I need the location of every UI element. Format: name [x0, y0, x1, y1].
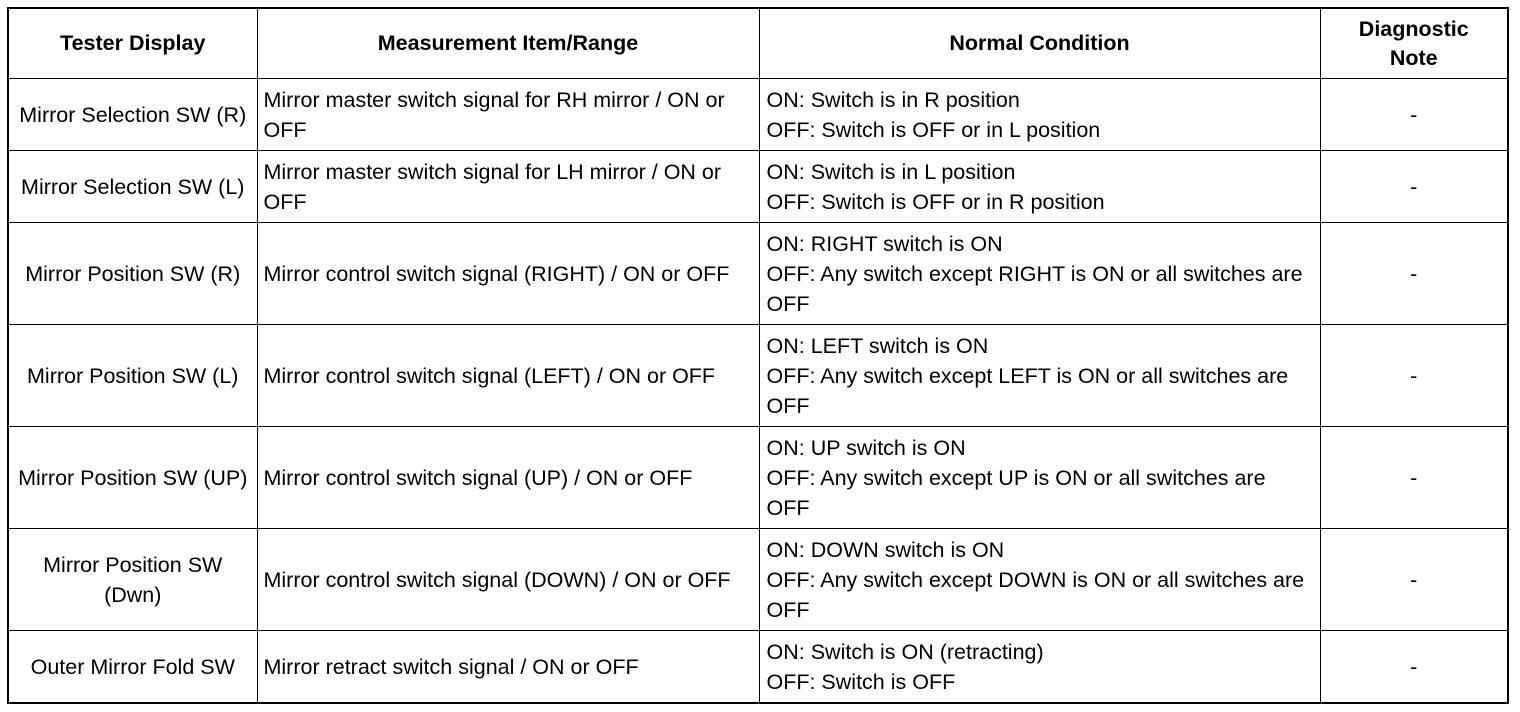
- condition-on-text: ON: LEFT switch is ON: [766, 333, 989, 358]
- measurement-cell: Mirror control switch signal (UP) / ON or OFF: [257, 427, 759, 529]
- normal-condition-cell: [759, 79, 1320, 151]
- normal-condition-cell: [759, 151, 1320, 223]
- header-tester-display: Tester Display: [8, 8, 257, 79]
- diagnostic-note-cell: -: [1320, 151, 1508, 223]
- header-normal-condition: Normal Condition: [759, 8, 1320, 79]
- condition-off-text: OFF: Switch is OFF or in L position: [766, 117, 1101, 142]
- table-row: [8, 631, 1508, 704]
- normal-condition-cell: [759, 427, 1320, 529]
- diagnostic-note-cell: -: [1320, 427, 1508, 529]
- table-row: [8, 151, 1508, 223]
- tester-display-cell: Mirror Selection SW (L): [8, 151, 257, 223]
- condition-on-text: ON: DOWN switch is ON: [766, 537, 1005, 562]
- condition-off-text: OFF: Any switch except LEFT is ON or all switches are OFF: [766, 363, 1289, 418]
- tester-display-cell: Outer Mirror Fold SW: [8, 631, 257, 704]
- header-diagnostic-note: Diagnostic Note: [1320, 8, 1508, 79]
- table-row: [8, 325, 1508, 427]
- condition-off-text: OFF: Any switch except RIGHT is ON or all switches are OFF: [766, 261, 1303, 316]
- condition-on-text: ON: Switch is in L position: [766, 159, 1016, 184]
- table-row: [8, 79, 1508, 151]
- condition-on-text: ON: Switch is ON (retracting): [766, 639, 1044, 664]
- condition-off-text: OFF: Any switch except DOWN is ON or all switches are OFF: [766, 567, 1305, 622]
- normal-condition-cell: [759, 325, 1320, 427]
- diagnostic-note-cell: -: [1320, 79, 1508, 151]
- tester-display-cell: Mirror Position SW (Dwn): [8, 529, 257, 631]
- normal-condition-cell: [759, 223, 1320, 325]
- measurement-cell: Mirror master switch signal for LH mirror / ON or OFF: [257, 151, 759, 223]
- measurement-cell: Mirror retract switch signal / ON or OFF: [257, 631, 759, 704]
- table-row: [8, 427, 1508, 529]
- condition-off-text: OFF: Switch is OFF or in R position: [766, 189, 1105, 214]
- condition-on-text: ON: Switch is in R position: [766, 87, 1020, 112]
- condition-on-text: ON: UP switch is ON: [766, 435, 966, 460]
- diagnostic-note-cell: -: [1320, 631, 1508, 704]
- condition-on-text: ON: RIGHT switch is ON: [766, 231, 1003, 256]
- table-header-row: [8, 8, 1508, 79]
- measurement-cell: Mirror control switch signal (LEFT) / ON or OFF: [257, 325, 759, 427]
- diagnostic-note-cell: -: [1320, 223, 1508, 325]
- tester-display-cell: Mirror Selection SW (R): [8, 79, 257, 151]
- diagnostic-note-cell: -: [1320, 325, 1508, 427]
- normal-condition-cell: [759, 529, 1320, 631]
- diagnostic-table: [7, 7, 1509, 704]
- table-row: [8, 529, 1508, 631]
- tester-display-cell: Mirror Position SW (UP): [8, 427, 257, 529]
- normal-condition-cell: [759, 631, 1320, 704]
- tester-display-cell: Mirror Position SW (R): [8, 223, 257, 325]
- header-measurement: Measurement Item/Range: [257, 8, 759, 79]
- condition-off-text: OFF: Switch is OFF: [766, 669, 956, 694]
- measurement-cell: Mirror control switch signal (DOWN) / ON or OFF: [257, 529, 759, 631]
- measurement-cell: Mirror master switch signal for RH mirror / ON or OFF: [257, 79, 759, 151]
- diagnostic-note-cell: -: [1320, 529, 1508, 631]
- tester-display-cell: Mirror Position SW (L): [8, 325, 257, 427]
- table-row: [8, 223, 1508, 325]
- condition-off-text: OFF: Any switch except UP is ON or all switches are OFF: [766, 465, 1266, 520]
- measurement-cell: Mirror control switch signal (RIGHT) / ON or OFF: [257, 223, 759, 325]
